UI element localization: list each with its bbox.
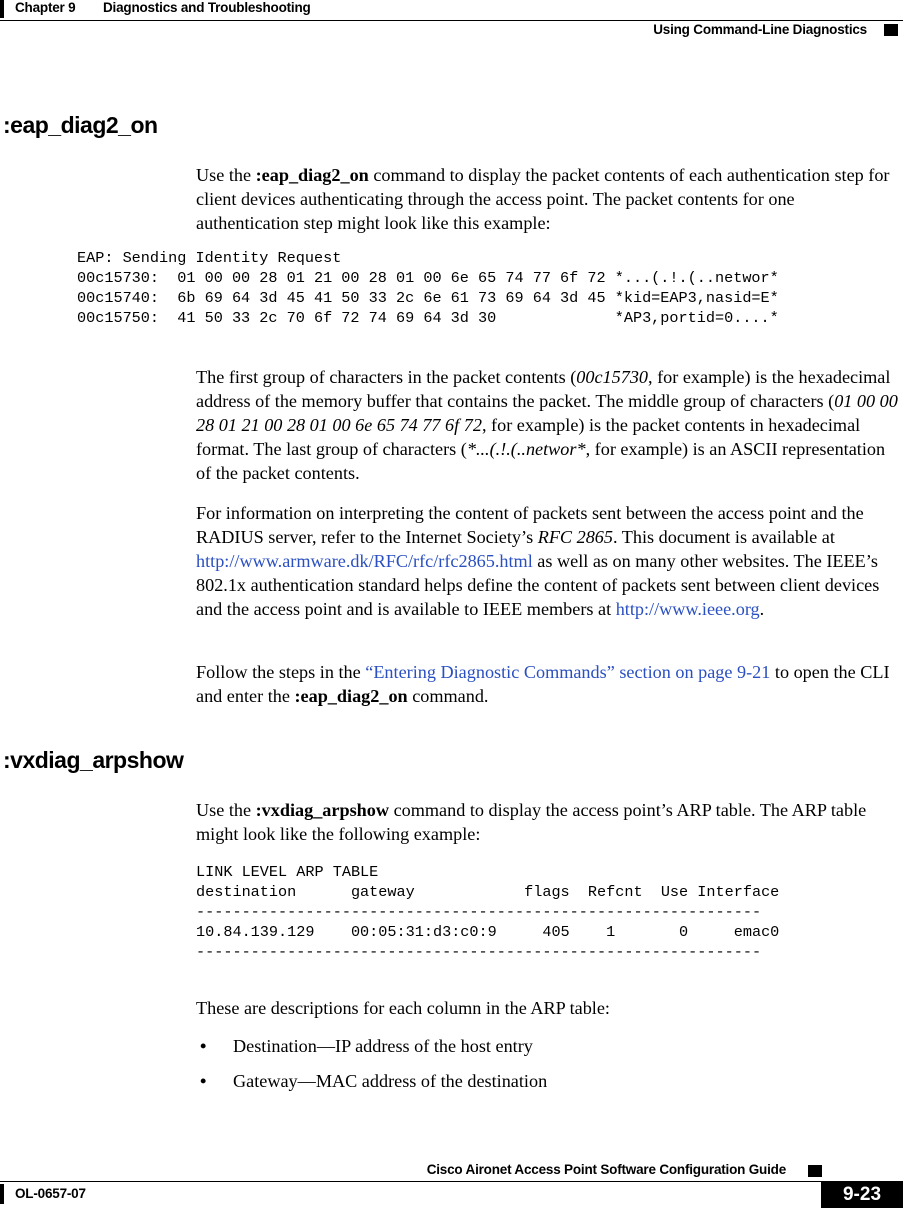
footer-right-marker xyxy=(808,1165,822,1177)
header-section: Using Command-Line Diagnostics xyxy=(653,22,867,37)
ieee-link[interactable]: http://www.ieee.org xyxy=(615,599,760,619)
rfc2865-link[interactable]: http://www.armware.dk/RFC/rfc/rfc2865.html xyxy=(196,551,533,571)
footer-left-marker xyxy=(0,1184,4,1204)
arp-table-example: LINK LEVEL ARP TABLE destination gateway flags Refcnt Use Interface -------------------------------------------------------------- 10.84.139.129 00:05:31:d3:c0:9 405 1 0 emac0 -------------------------------------------------------------- xyxy=(196,863,780,961)
eap-intro-paragraph: Use the :eap_diag2_on command to display the packet contents of each authentication step for client devices authenticating through the access point. The packet contents for one authentication step might look like this example: xyxy=(196,165,890,233)
rfc-info-paragraph: For information on interpreting the content of packets sent between the access point and the RADIUS server, refer to the Internet Society’s RFC 2865. This document is available at http://www.armware.dk/RFC/rfc/rfc2865.html as well as on many other websites. The IEEE’s 802.1x authentication standard helps define the content of packets sent between client devices and the access point and is available to IEEE members at http://www.ieee.org. xyxy=(196,503,880,619)
command-name: :eap_diag2_on xyxy=(294,686,408,706)
header-left-marker xyxy=(0,0,4,18)
arpshow-intro-paragraph: Use the :vxdiag_arpshow command to display the access point’s ARP table. The ARP table might look like the following example: xyxy=(196,800,867,844)
entering-diagnostic-commands-link[interactable]: “Entering Diagnostic Commands” section on page 9-21 xyxy=(365,662,771,682)
command-name: :eap_diag2_on xyxy=(255,165,369,185)
eap-packet-example: EAP: Sending Identity Request 00c15730: 01 00 00 28 01 21 00 28 01 00 6e 65 74 77 6f 72 *...(.!.(..networ* 00c15740: 6b 69 64 3d 45 41 50 33 2c 6e 61 73 69 64 3d 45 *kid=EAP3,nasid=E* 00c15750: 41 50 33 2c 70 6f 72 74 69 64 3d 30 *AP3,portid=0....* xyxy=(77,249,779,327)
section-heading-eap-diag2-on: :eap_diag2_on xyxy=(3,112,158,138)
footer-rule xyxy=(0,1181,903,1182)
command-name: :vxdiag_arpshow xyxy=(255,800,390,820)
header-rule xyxy=(0,20,903,21)
bullet-icon: • xyxy=(200,1071,207,1091)
footer-guide-title: Cisco Aironet Access Point Software Configuration Guide xyxy=(426,1162,786,1177)
header-right-marker xyxy=(884,24,898,36)
page-number: 9-23 xyxy=(821,1182,903,1208)
header-chapter: Chapter 9 xyxy=(15,0,76,15)
footer-doc-number: OL-0657-07 xyxy=(15,1186,86,1201)
bullet-icon: • xyxy=(200,1036,207,1056)
follow-steps-paragraph: Follow the steps in the “Entering Diagnostic Commands” section on page 9-21 to open the CLI and enter the :eap_diag2_on command. xyxy=(196,662,890,706)
column-descriptions-intro: These are descriptions for each column in the ARP table: xyxy=(196,998,610,1018)
section-heading-vxdiag-arpshow: :vxdiag_arpshow xyxy=(3,747,184,773)
packet-explanation-paragraph: The first group of characters in the packet contents (00c15730, for example) is the hexadecimal address of the memory buffer that contains the packet. The middle group of characters (01 00 00 28 01 21 00 28 01 00 6e 65 74 77 6f 72, for example) is the packet contents in hexadecimal format. The last group of characters (*...(.!.(..networ*, for example) is an ASCII representation of the packet contents. xyxy=(196,367,898,483)
header-chapter-title: Diagnostics and Troubleshooting xyxy=(103,0,311,15)
